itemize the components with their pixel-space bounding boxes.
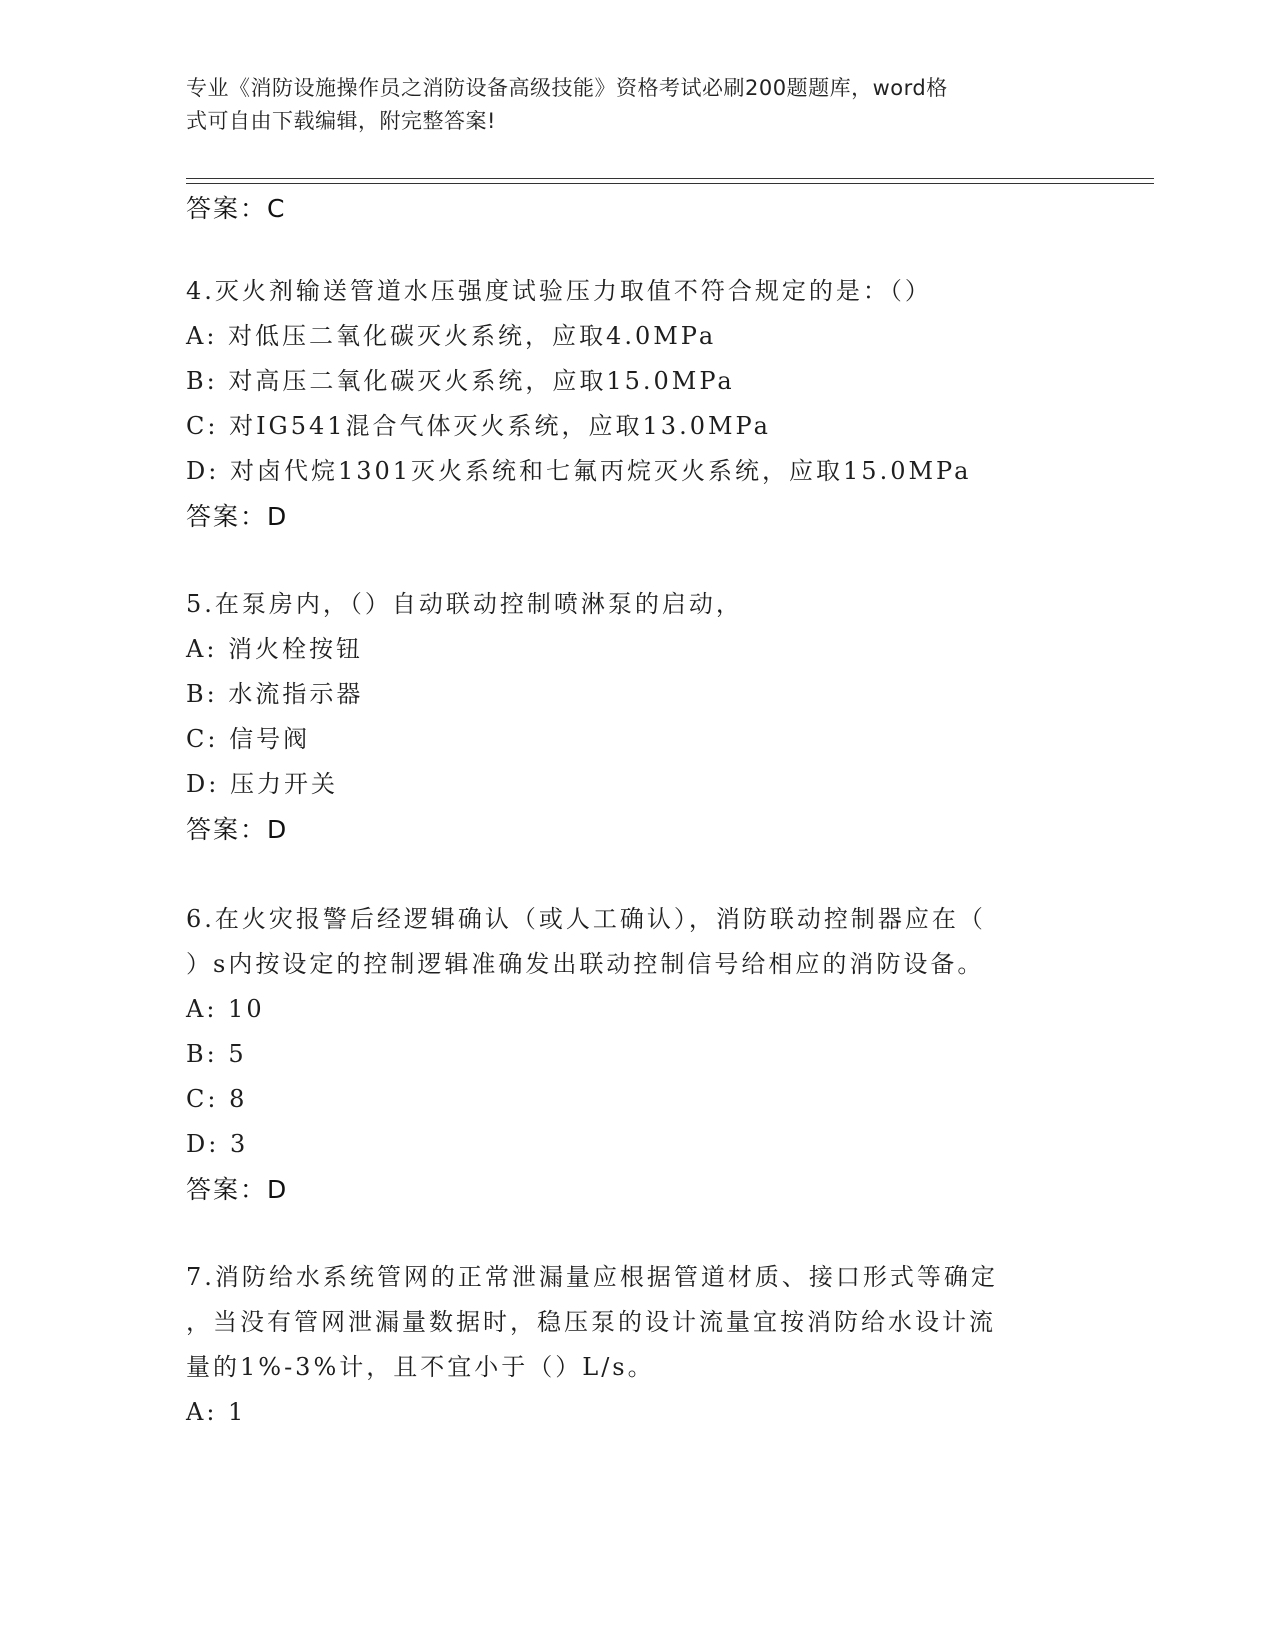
option-a: A: 10	[186, 995, 265, 1023]
header-divider-bottom	[186, 183, 1154, 184]
document-header	[186, 72, 1066, 138]
option-a: A: 对低压二氧化碳灭火系统，应取4.0MPa	[186, 322, 717, 350]
question-7	[186, 1255, 1086, 1435]
answer-label: 答案：C	[186, 194, 287, 223]
option-d: D: 3	[186, 1130, 249, 1158]
option-b: B: 水流指示器	[186, 680, 364, 708]
question-text: 4.灭火剂输送管道水压强度试验压力取值不符合规定的是：（）	[186, 277, 932, 305]
question-text-line-1: 6.在火灾报警后经逻辑确认（或人工确认），消防联动控制器应在（	[186, 905, 986, 933]
option-c: C: 对IG541混合气体灭火系统，应取13.0MPa	[186, 412, 771, 440]
question-text-line-3: 量的1%-3%计，且不宜小于（）L/s。	[186, 1353, 655, 1381]
answer-label: 答案：D	[186, 1175, 289, 1204]
option-a: A: 消火栓按钮	[186, 635, 364, 663]
header-line-1: 专业《消防设施操作员之消防设备高级技能》资格考试必刷200题题库，word格	[186, 76, 948, 100]
header-line-2: 式可自由下载编辑，附完整答案!	[186, 109, 496, 133]
answer-label: 答案：D	[186, 502, 289, 531]
question-text: 5.在泵房内，（）自动联动控制喷淋泵的启动，	[186, 590, 743, 618]
header-divider-top	[186, 178, 1154, 179]
option-c: C: 信号阀	[186, 725, 311, 753]
answer-label: 答案：D	[186, 815, 289, 844]
previous-answer-block	[186, 186, 1086, 231]
option-b: B: 对高压二氧化碳灭火系统，应取15.0MPa	[186, 367, 735, 395]
option-b: B: 5	[186, 1040, 247, 1068]
question-4	[186, 269, 1086, 539]
question-text-line-2: ）s内按设定的控制逻辑准确发出联动控制信号给相应的消防设备。	[186, 950, 985, 978]
option-a: A: 1	[186, 1398, 247, 1426]
question-text-line-2: ，当没有管网泄漏量数据时，稳压泵的设计流量宜按消防给水设计流	[186, 1308, 996, 1336]
option-d: D: 对卤代烷1301灭火系统和七氟丙烷灭火系统，应取15.0MPa	[186, 457, 972, 485]
question-5	[186, 582, 1086, 852]
option-c: C: 8	[186, 1085, 248, 1113]
question-6	[186, 897, 1086, 1212]
option-d: D: 压力开关	[186, 770, 338, 798]
question-text-line-1: 7.消防给水系统管网的正常泄漏量应根据管道材质、接口形式等确定	[186, 1263, 998, 1291]
